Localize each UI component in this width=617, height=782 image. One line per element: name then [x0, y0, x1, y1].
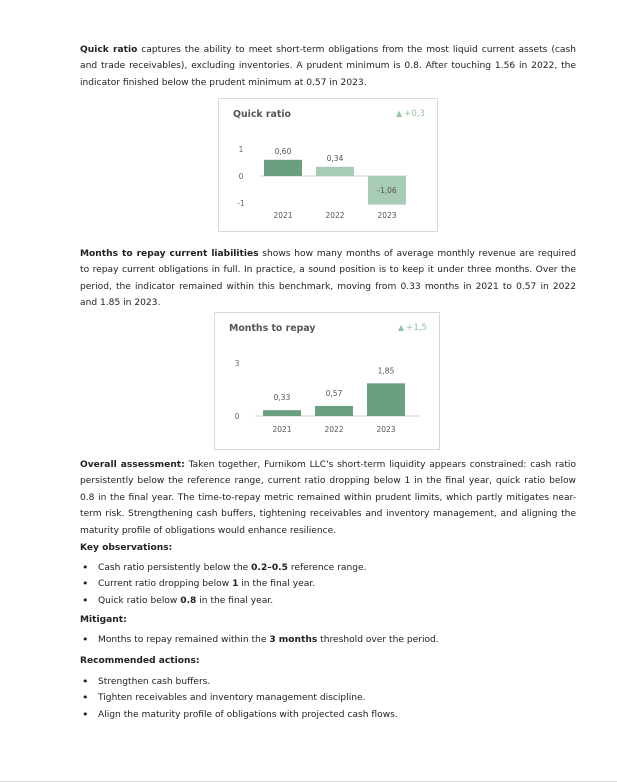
x-tick-label: 2021	[273, 211, 293, 220]
mitigant-heading: Mitigant:	[80, 615, 127, 625]
months-body: shows how many months of average monthly revenue are required to repay current obligations in full. In practice, a sound position is to keep it under three months. Over the period, the indicator remained within this benchmark, moving from 0.33 months in 2021 to 0.57 in 2022 and 1.85 in 2023.	[80, 249, 576, 309]
bar	[316, 167, 354, 176]
x-tick-label: 2023	[377, 211, 397, 220]
x-tick-label: 2021	[272, 425, 292, 434]
data-label: 0,34	[326, 153, 344, 163]
list-item-text: in the final year.	[196, 595, 274, 606]
mitigant-list	[80, 632, 580, 648]
data-label: 0,33	[273, 393, 291, 403]
x-tick-label: 2023	[376, 425, 396, 434]
key-observations-list	[80, 560, 580, 609]
quick-ratio-delta-value: +0,3	[404, 109, 425, 119]
key-observations-heading: Key observations:	[80, 543, 173, 553]
quick-ratio-paragraph	[80, 42, 576, 91]
list-item	[80, 593, 580, 609]
y-tick-label: 1	[238, 145, 244, 154]
list-item	[80, 560, 580, 576]
bar	[367, 383, 405, 416]
overall-term: Overall assessment:	[80, 460, 185, 470]
list-item-emphasis: 3 months	[269, 635, 318, 645]
list-item-text: Current ratio dropping below	[98, 579, 233, 590]
list-item-emphasis: 0.8	[180, 595, 197, 606]
y-tick-label: 0	[234, 412, 240, 421]
list-item: • Align the maturity profile of obligations with projected cash flows.	[80, 707, 580, 723]
list-item: • Strengthen cash buffers.	[80, 674, 580, 690]
x-tick-label: 2022	[324, 425, 344, 434]
actions-list	[80, 674, 580, 723]
list-item	[80, 632, 580, 648]
x-tick-label: 2022	[325, 211, 345, 220]
months-paragraph	[80, 246, 576, 312]
months-chart-title: Months to repay	[229, 323, 316, 334]
up-triangle-icon: ▲	[397, 323, 405, 332]
overall-paragraph	[80, 457, 576, 539]
y-tick-label: 3	[234, 359, 240, 368]
list-item-text: Quick ratio below	[98, 595, 181, 606]
quick-ratio-body: captures the ability to meet short-term obligations from the most liquid current assets (cash and trade receivables), excluding inventories. A prudent minimum is 0.8. After touching 1.56 in 2022, the indicator finished below the prudent minimum at 0.57 in 2023.	[80, 45, 576, 88]
bar	[263, 410, 301, 416]
data-label: 0,60	[274, 146, 292, 156]
list-item: • Tighten receivables and inventory management discipline.	[80, 690, 580, 706]
months-delta-value: +1,5	[406, 323, 427, 333]
overall-body: Taken together, Furnikom LLC's short-term liquidity appears constrained: cash ratio persistently below the reference range, current ratio dropping below 1 in the final year, quick ratio below 0.8 in the final year. The time-to-repay metric remained within prudent limits, which partly mitigates near-term risk. Strengthening cash buffers, tightening receivables and inventory management, and aligning the maturity profile of obligations would enhance resilience.	[80, 460, 577, 536]
quick-ratio-card	[218, 98, 438, 232]
list-item-text: Months to repay remained within the	[98, 635, 270, 645]
up-triangle-icon: ▲	[395, 109, 403, 118]
y-tick-label: 0	[238, 172, 244, 181]
list-item	[80, 576, 580, 592]
y-tick-label: -1	[237, 199, 245, 208]
list-item-emphasis: 1	[232, 579, 239, 590]
data-label: 0,57	[325, 388, 343, 398]
list-item-text: reference range.	[287, 563, 367, 573]
list-item-text: threshold over the period.	[317, 635, 439, 645]
actions-heading: Recommended actions:	[80, 656, 200, 666]
list-item-text: Cash ratio persistently below the	[98, 563, 252, 573]
list-item-emphasis: 0.2–0.5	[251, 563, 288, 573]
quick-ratio-chart-title: Quick ratio	[233, 109, 291, 120]
months-term: Months to repay current liabilities	[80, 249, 259, 259]
quick-ratio-term: Quick ratio	[80, 45, 138, 55]
list-item-text: in the final year.	[238, 579, 316, 590]
bar	[264, 160, 302, 176]
months-card	[214, 312, 440, 450]
bar	[315, 406, 353, 416]
data-label: -1,06	[377, 186, 397, 195]
data-label: 1,85	[377, 366, 395, 376]
quick-ratio-chart	[219, 99, 437, 231]
months-chart	[215, 313, 439, 449]
